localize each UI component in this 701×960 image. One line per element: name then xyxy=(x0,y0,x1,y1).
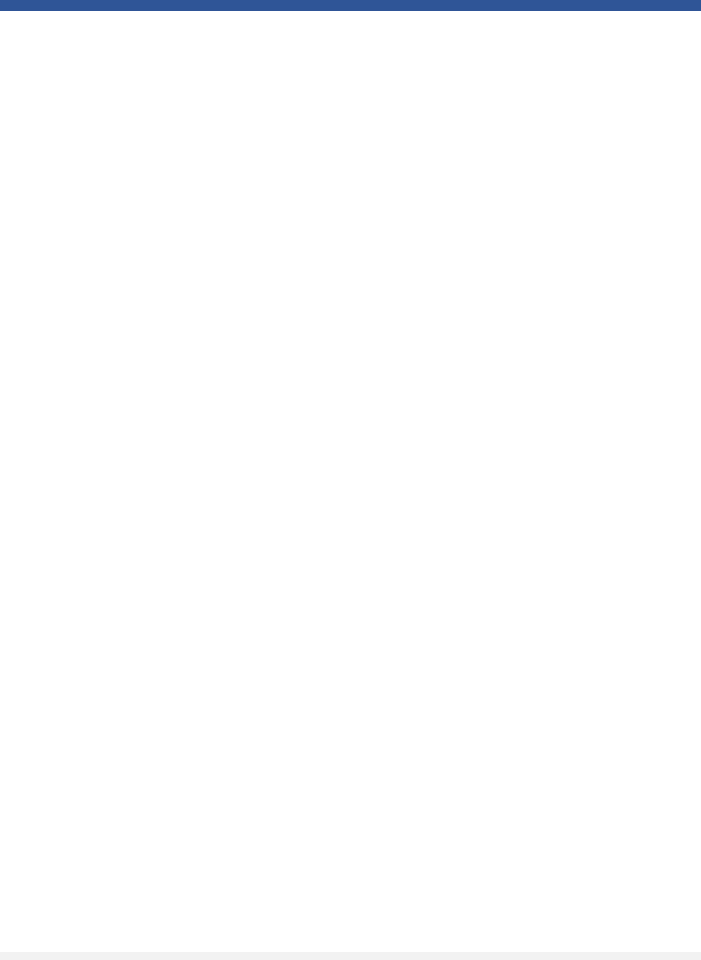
footer-band xyxy=(0,952,701,960)
